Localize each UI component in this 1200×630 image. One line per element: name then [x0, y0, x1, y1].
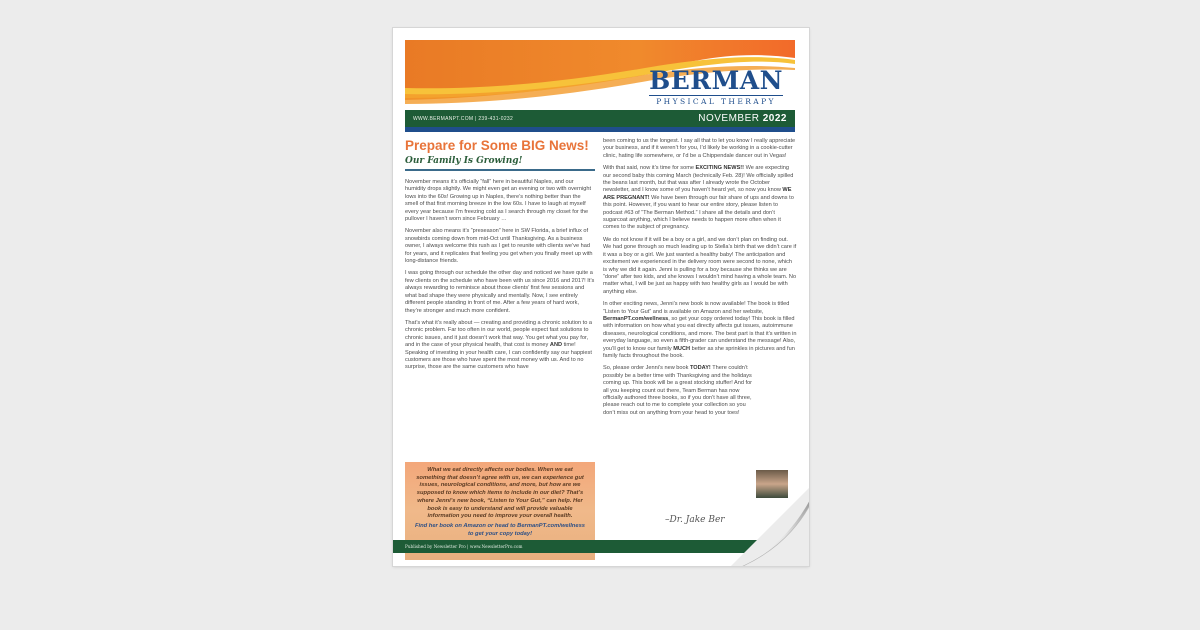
brand-name: BERMAN	[649, 66, 783, 95]
publisher-credit: Published by Newsletter Pro | www.NewsletterPro.com	[405, 544, 523, 549]
article-right-column	[603, 138, 797, 422]
berman-logo	[649, 68, 783, 106]
masthead-info-bar	[405, 110, 795, 127]
masthead-banner	[405, 40, 795, 110]
page-curl-graphic[interactable]	[723, 474, 809, 566]
paragraph: So, please order Jenni’s new book TODAY! There couldn’t possibly be a better time with Thanksgiving and the holidays coming up. This book will be a great stocking stuffer! And for all you keeping count out there, Team Berman has now officially authored three books, so if you don’t have all three, please reach out to me to complete your collection so you don’t miss out on anything from your head to your toes!	[603, 365, 753, 416]
paragraph: In other exciting news, Jenni’s new book is now available! The book is titled “Listen to Your Gut” and is available on Amazon and her website, BermanPT.com/wellness, so get your copy ordered today! This book is filled with information on how what you eat directly affects gut issues, autoimmune diseases, neurological conditions, and more. The best part is that it’s written in everyday language, so even a fifth-grader can understand the message! Also, you’ll get to know our family MUCH better as she sprinkles in pictures and fun family facts throughout the book.	[603, 301, 797, 359]
issue-date: NOVEMBER 2022	[698, 113, 787, 124]
article-headline: Prepare for Some BIG News!	[405, 138, 589, 153]
article-left-column	[405, 138, 595, 377]
paragraph: been coming to us the longest. I say all that to let you know I really appreciate your business, and if it weren’t for you, I’d likely be working in a cookie-cutter clinic, hating life somewhere, or I’d be a Chippendale dancer out in Vegas!	[603, 138, 796, 159]
callout-cta: Find her book on Amazon or head to BermanPT.com/wellness to get your copy today!	[414, 522, 586, 537]
headline-rule	[405, 169, 595, 171]
paragraph: November means it’s officially “fall” here in beautiful Naples, and our humidity drops slightly. We might even get an evening or two with overnight lows into the 60s! Growing up in Naples, there’s nothing better than the smell of that first morning breeze in the low 60s. I have to laugh at myself every year because I’m freezing cold as I search through my closet for the pullover I haven’t worn since February …	[405, 179, 592, 223]
article-subhead: Our Family Is Growing!	[405, 156, 523, 166]
paragraph: I was going through our schedule the other day and noticed we have quite a few clients on the schedule who have been with us since 2016 and 2017! It’s always rewarding to reminisce about those clients’ first few sessions and what bad shape they were physically and mentally. Now, I see entirely different people standing in front of me. After a few years of hard work, they’re stronger and much more confident.	[405, 270, 595, 314]
paragraph: With that said, now it’s time for some EXCITING NEWS!! We are expecting our second baby this coming March (technically Feb. 28)! We officially spilled the beans last month, but that was after I already wrote the October newsletter, and I know some of you haven’t heard yet, so now you know WE ARE PREGNANT! We have been through our fair share of ups and downs to this point. However, if you want to hear our entire story, please listen to podcast #63 of “The Berman Method.” I share all the details and don’t sugarcoat anything, which I believe needs to happen more often when it comes to the subject of pregnancy.	[603, 165, 794, 231]
paragraph: November also means it’s “preseason” here in SW Florida, a brief influx of snowbirds coming down from mid-Oct until Thanksgiving. As a business owner, I always welcome this rush as I get to reunite with clients we’ve had for years, and it replicates that feeling you get when you finally meet up with long-distance friends.	[405, 228, 593, 265]
paragraph: That’s what it’s really about — creating and providing a chronic solution to a chronic problem. Far too often in our world, people expect fast solutions to chronic issues, and it just doesn’t work that way. You get what you pay for, and in the case of your physical health, that cost is money AND time! Speaking of investing in your health care, I can confidently say our happiest customers are those who have spent the most money with us. And to no surprise, those are the same customers who have	[405, 319, 592, 371]
brand-subtitle: PHYSICAL THERAPY	[649, 95, 783, 106]
blue-divider-bar	[405, 127, 795, 132]
newsletter-page	[393, 28, 809, 566]
paragraph: We do not know if it will be a boy or a girl, and we don’t plan on finding out. We had gone through so much leading up to Stella’s birth that we didn’t care if it was a boy or a girl. We just wanted a healthy baby! The anticipation and excitement we experienced in the delivery room were second to none, which is why we did it again. Jenni is pulling for a boy because she thinks we are “done” after two kids, and she knows I wouldn’t mind having a whole team. No matter what, I will be just as happy with two healthy girls as I would be with anything else.	[603, 236, 797, 295]
contact-info: WWW.BERMANPT.COM | 239-431-0232	[413, 115, 514, 122]
author-signature: –Dr. Jake Ber	[665, 515, 725, 525]
callout-body: What we eat directly affects our bodies. When we eat something that doesn’t agree with us, we can experience gut issues, neurological conditions, and more, but how are we supposed to know which items to include in our diet? That’s where Jenni’s new book, “Listen to Your Gut,” can help. Her book is easy to understand and will provide valuable information you need to improve your overall health.	[416, 467, 584, 520]
